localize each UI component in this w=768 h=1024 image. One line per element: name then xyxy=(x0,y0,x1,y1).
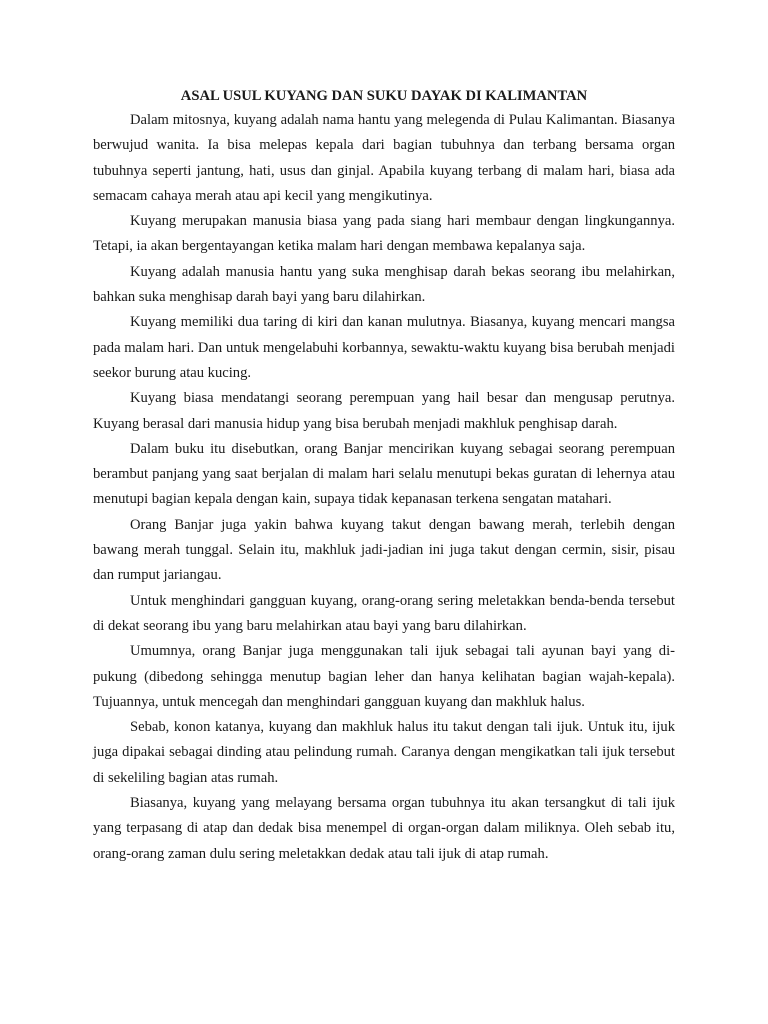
paragraph-8: Untuk menghindari gangguan kuyang, orang-orang sering meletakkan benda-benda tersebut di dekat seorang ibu yang baru melahirkan atau bayi yang baru dilahirkan. xyxy=(93,592,675,634)
document-title: ASAL USUL KUYANG DAN SUKU DAYAK DI KALIMANTAN xyxy=(180,88,588,104)
paragraph-3: Kuyang adalah manusia hantu yang suka menghisap darah bekas seorang ibu melahirkan, bahkan suka menghisap darah bayi yang baru dilahirkan. xyxy=(93,263,675,306)
paragraph-9: Umumnya, orang Banjar juga menggunakan tali ijuk sebagai tali ayunan bayi yang di-pukung (dibedong sehingga menutup bagian leher dan hanya kelihatan bagian wajah-kepala). Tujuannya, untuk mencegah dan menghindari gangguan kuyang dan makhluk halus. xyxy=(93,643,675,710)
paragraph-11: Biasanya, kuyang yang melayang bersama organ tubuhnya itu akan tersangkut di tali ijuk yang terpasang di atap dan dedak bisa menempel di organ-organ dalam miliknya. Oleh sebab itu, orang-orang zaman dulu sering meletakkan dedak atau tali ijuk di atap rumah. xyxy=(93,795,675,862)
paragraph-4: Kuyang memiliki dua taring di kiri dan kanan mulutnya. Biasanya, kuyang mencari mangsa pada malam hari. Dan untuk mengelabuhi korbannya, sewaktu-waktu kuyang bisa berubah menjadi seekor burung atau kucing. xyxy=(93,314,675,381)
paragraph-10: Sebab, konon katanya, kuyang dan makhluk halus itu takut dengan tali ijuk. Untuk itu, ijuk juga dipakai sebagai dinding atau pelindung rumah. Caranya dengan mengikatkan tali ijuk tersebut di sekeliling bagian atas rumah. xyxy=(93,719,675,786)
paragraph-5: Kuyang biasa mendatangi seorang perempuan yang hail besar dan mengusap perutnya. Kuyang berasal dari manusia hidup yang bisa berubah menjadi makhluk penghisap darah. xyxy=(93,390,675,432)
paragraph-2: Kuyang merupakan manusia biasa yang pada siang hari membaur dengan lingkungannya. Tetapi, ia akan bergentayangan ketika malam hari dengan membawa kepalanya saja. xyxy=(93,213,675,255)
paragraph-1: Dalam mitosnya, kuyang adalah nama hantu yang melegenda di Pulau Kalimantan. Biasanya berwujud wanita. Ia bisa melepas kepala dari bagian tubuhnya dan terbang bersama organ tubuhnya seperti jantung, hati, usus dan ginjal. Apabila kuyang terbang di malam hari, biasa ada semacam cahaya merah atau api kecil yang mengikutinya. xyxy=(93,112,675,204)
paragraph-6: Dalam buku itu disebutkan, orang Banjar mencirikan kuyang sebagai seorang perempuan berambut panjang yang saat berjalan di malam hari selalu menutupi bekas guratan di lehernya atau menutupi bagian kepala dengan kain, supaya tidak kepanasan terkena sengatan matahari. xyxy=(93,440,675,508)
paragraph-7: Orang Banjar juga yakin bahwa kuyang takut dengan bawang merah, terlebih dengan bawang merah tunggal. Selain itu, makhluk jadi-jadian ini juga takut dengan cermin, sisir, pisau dan rumput jariangau. xyxy=(93,516,675,584)
